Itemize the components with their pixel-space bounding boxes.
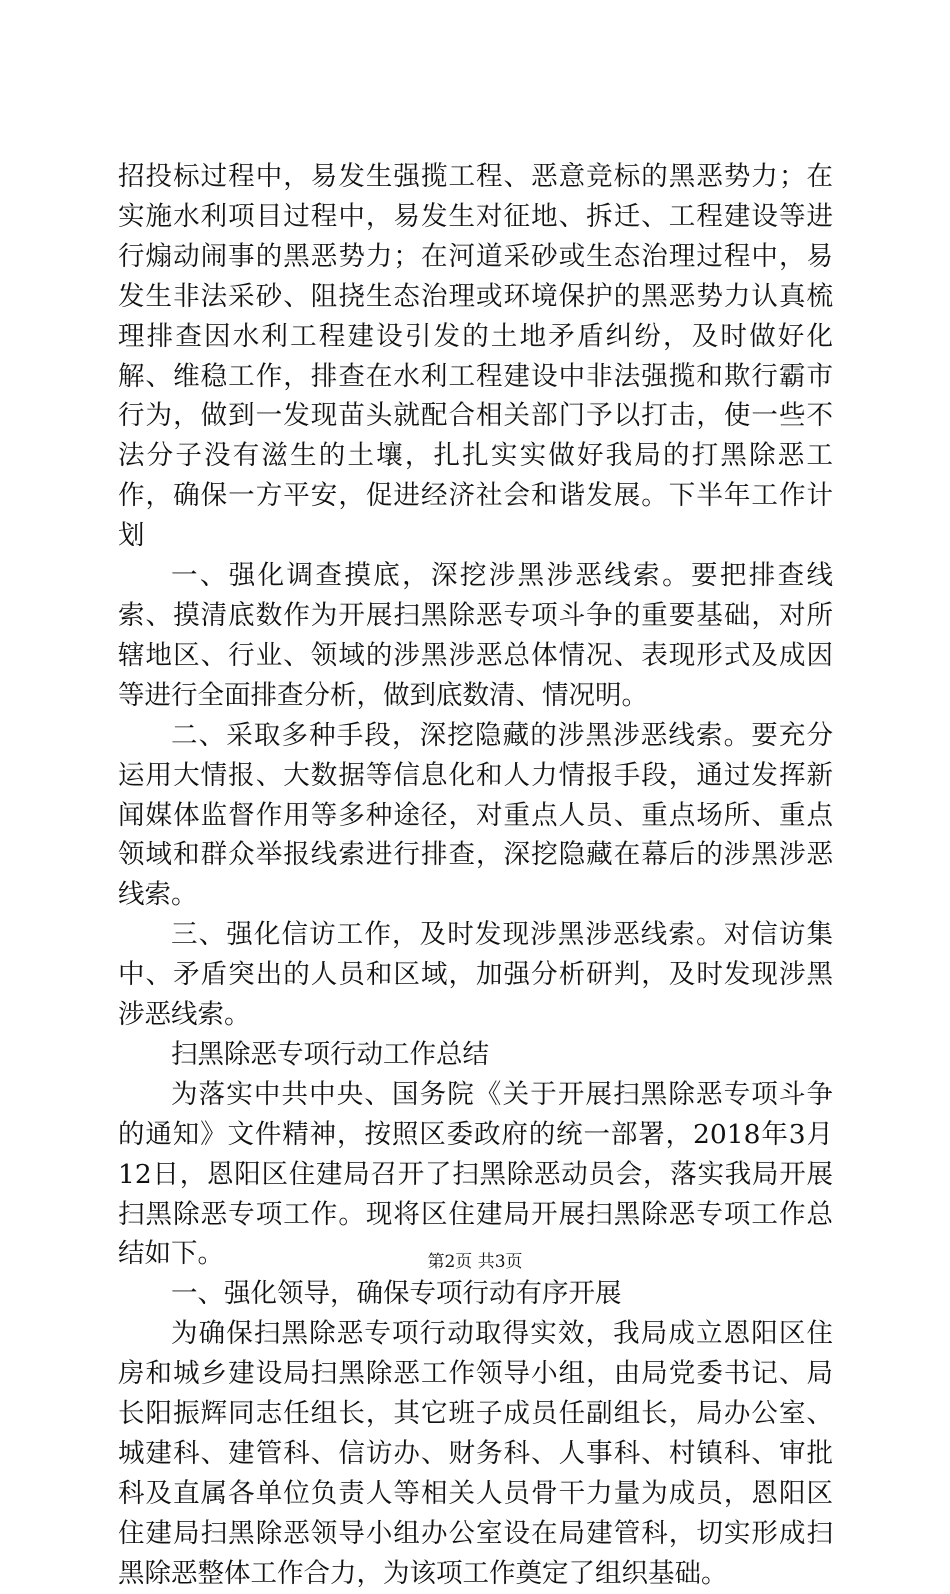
page-number-footer: 第2页 共3页 [427, 1252, 523, 1272]
paragraph-2: 一、强化调查摸底，深挖涉黑涉恶线索。要把排查线索、摸清底数作为开展扫黑除恶专项斗争的重要基础，对所辖地区、行业、领域的涉黑涉恶总体情况、表现形式及成因等进行全面排查分析，做到底数清、情况明。 [118, 560, 833, 711]
section-heading-summary: 扫黑除恶专项行动工作总结 [171, 1038, 489, 1070]
subsection-heading-leadership: 一、强化领导，确保专项行动有序开展 [171, 1278, 622, 1310]
paragraph-1: 招投标过程中，易发生强揽工程、恶意竞标的黑恶势力；在实施水利项目过程中，易发生对征地、拆迁、工程建设等进行煽动闹事的黑恶势力；在河道采砂或生态治理过程中，易发生非法采砂、阻挠生态治理或环境保护的黑恶势力认真梳理排查因水利工程建设引发的土地矛盾纠纷，及时做好化解、维稳工作，排查在水利工程建设中非法强揽和欺行霸市行为，做到一发现苗头就配合相关部门予以打击，使一些不法分子没有滋生的土壤，扎扎实实做好我局的打黑除恶工作，确保一方平安，促进经济社会和谐发展。下半年工作计划 [118, 161, 833, 552]
paragraph-3: 二、采取多种手段，深挖隐藏的涉黑涉恶线索。要充分运用大情报、大数据等信息化和人力情报手段，通过发挥新闻媒体监督作用等多种途径，对重点人员、重点场所、重点领域和群众举报线索进行排查，深挖隐藏在幕后的涉黑涉恶线索。 [118, 719, 833, 911]
document-body [118, 157, 833, 1594]
paragraph-6: 为落实中共中央、国务院《关于开展扫黑除恶专项斗争的通知》文件精神，按照区委政府的统一部署，2018年3月12日，恩阳区住建局召开了扫黑除恶动员会，落实我局开展扫黑除恶专项工作。现将区住建局开展扫黑除恶专项工作总结如下。 [118, 1078, 833, 1270]
paragraph-4: 三、强化信访工作，及时发现涉黑涉恶线索。对信访集中、矛盾突出的人员和区域，加强分析研判，及时发现涉黑涉恶线索。 [118, 919, 833, 1031]
paragraph-8: 为确保扫黑除恶专项行动取得实效，我局成立恩阳区住房和城乡建设局扫黑除恶工作领导小组，由局党委书记、局长阳振辉同志任组长，其它班子成员任副组长，局办公室、城建科、建管科、信访办、财务科、人事科、村镇科、审批科及直属各单位负责人等相关人员骨干力量为成员，恩阳区住建局扫黑除恶领导小组办公室设在局建管科，切实形成扫黑除恶整体工作合力，为该项工作奠定了组织基础。 [118, 1318, 833, 1589]
